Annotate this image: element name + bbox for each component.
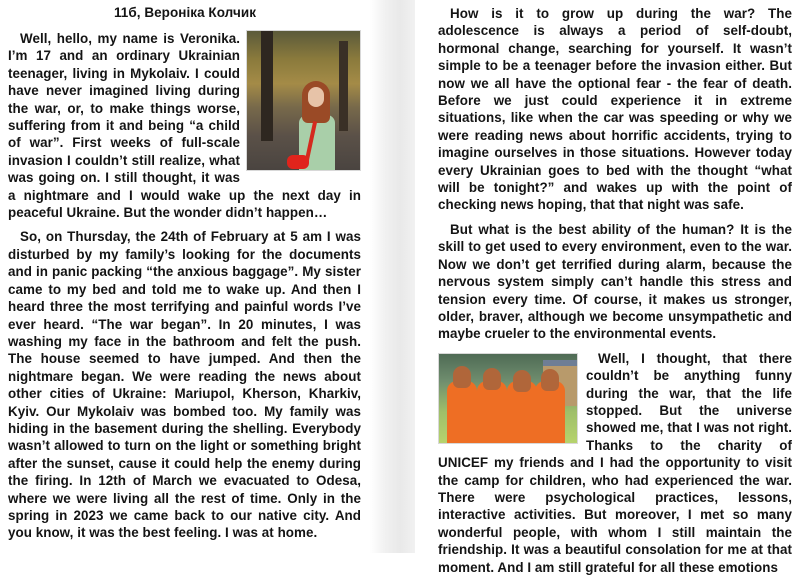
- head-shape: [453, 366, 471, 388]
- tree-trunk-shape: [339, 41, 348, 131]
- right-column: [438, 5, 792, 583]
- page-heading: 11б, Вероніка Колчик: [113, 5, 257, 20]
- tree-trunk-shape: [261, 31, 273, 141]
- paragraph-unicef-camp: Well, I thought, that there couldn’t be anything funny during the war, that the life stopped. But the universe showed me, that I was not right. Thanks to the charity of UNICEF my friends and I had the opportunity to visit the camp for children, who had experienced the war. There were psychological practices, lessons, interactive activities. But moreover, I met so many wonderful people, with whom I still maintain the friendship. It was a beautiful consolation for me at that moment. And I am still grateful for all these emotions: [438, 350, 792, 575]
- girl-shape: [477, 381, 507, 443]
- face-shape: [308, 87, 324, 107]
- head-shape: [483, 368, 501, 390]
- left-column: [8, 30, 361, 549]
- camp-group-photo: [438, 353, 578, 444]
- girl-shape: [447, 381, 477, 443]
- paragraph-intro: Well, hello, my name is Veronika. I’m 17 and an ordinary Ukrainian teenager, living in Mykolaiv. I could have never imagined living during the war, or, to make things worse, suffering from it and being “a child of war”. First weeks of full-scale invasion I couldn’t still realize, what was going on. I still thought, it was a nightmare and I would wake up the next day in peaceful Ukraine. But the wonder didn’t happen…: [8, 31, 361, 221]
- red-bag-shape: [287, 155, 309, 169]
- paragraph-growing-up: How is it to grow up during the war? The adolescence is always a period of self-doubt, hormonal change, searching for yourself. It wasn’t simple to be a teenager before the invasion either. But now we all have the optional fear - the fear of death. Before we just could experience it in extreme situations, like when the car was speeding or why we were reading news about horrific accidents, trying to imagine ourselves in those situations. However today every Ukrainian goes to bed with the thought “what will be tonight?” and wakes up with the point of checking news hoping, that that night was safe.: [438, 6, 792, 213]
- head-shape: [513, 370, 531, 392]
- head-shape: [541, 369, 559, 391]
- portrait-photo: [246, 30, 361, 171]
- left-page: [0, 0, 385, 553]
- paragraph-february: So, on Thursday, the 24th of February at 5 am I was disturbed by my family’s looking for the documents and in panic packing “the anxious baggage”. My sister came to my bed and told me to wake up. And then I heard three the most terrifying and painful words I’ve ever heard. “The war began”. In 20 minutes, I was washing my face in the bathroom and felt the push. The house seemed to have jumped. And then the nightmare began. We were reading the news about other cities of Ukraine: Mariupol, Kherson, Kharkiv, Kyiv. Our Mykolaiv was bombed too. My family was hiding in the basement during the shelling. Everybody wasn’t allowed to turn on the light or something bright after the sunset, cause it could help the enemy during the firing. In 12th of March we evacuated to Odesa, where we were living all the rest of time. Only in the spring in 2023 we came back to our native city. And you know, it was the best feeling. I was at home.: [8, 229, 361, 541]
- paragraph-best-ability: But what is the best ability of the human? It is the skill to get used to every environment, even to the war. Now we don’t get terrified during alarm, because the nervous system simply can’t handle this stress and tension every time. Of course, it makes us stronger, older, braver, although we become unsympathetic and maybe crueler to the environmental events.: [438, 221, 792, 342]
